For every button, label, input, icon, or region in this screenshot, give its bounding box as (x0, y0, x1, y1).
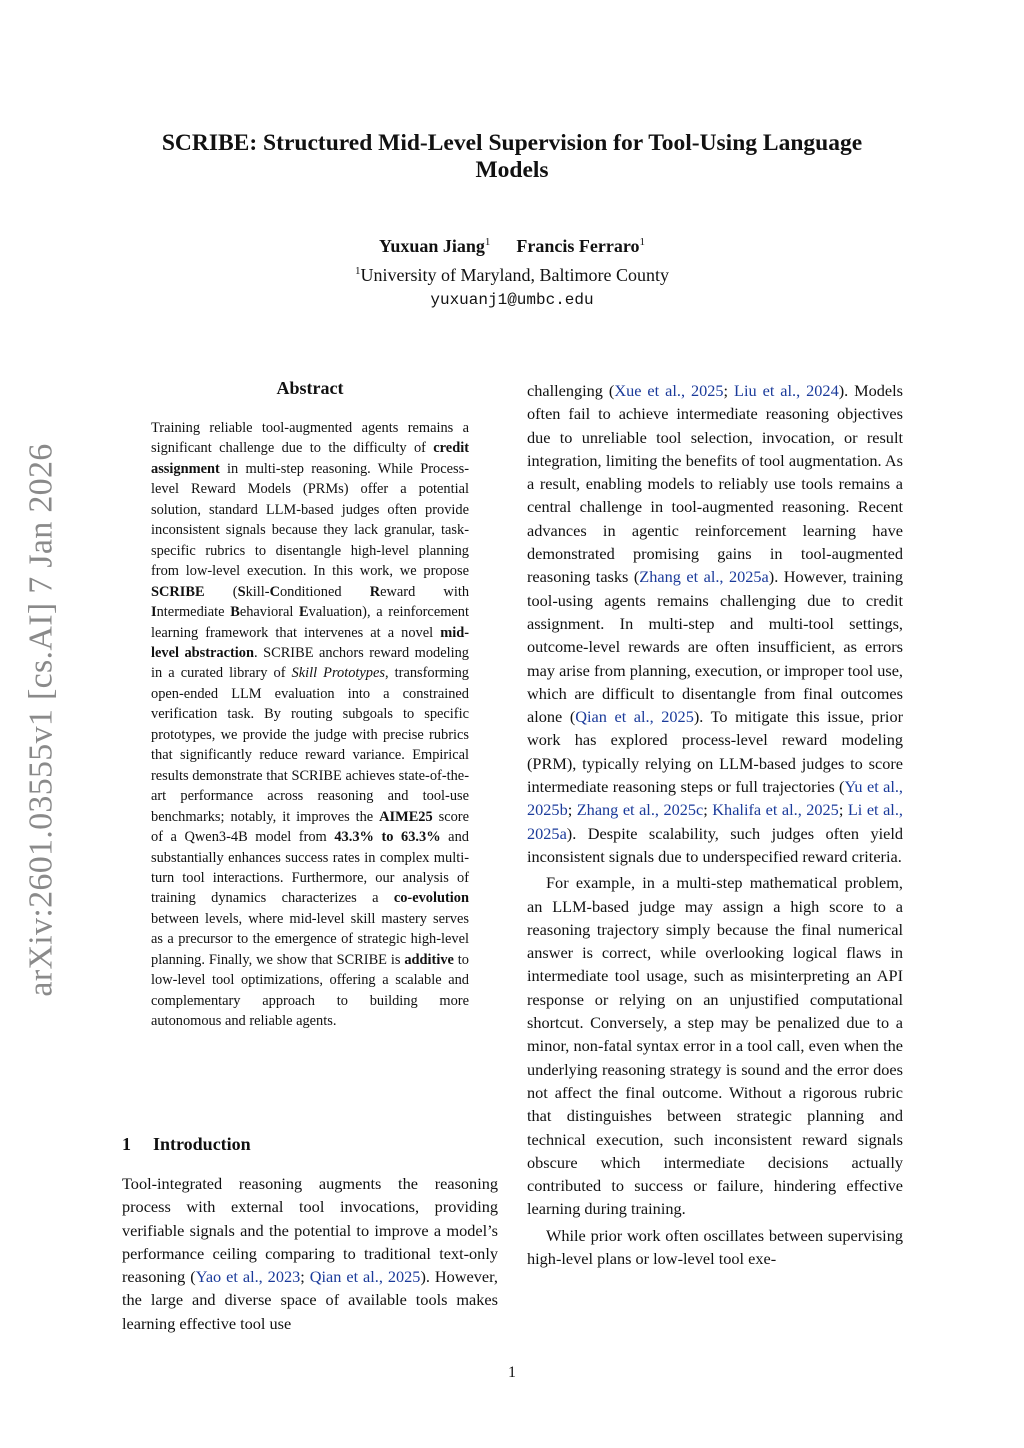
body-text: ; (567, 800, 577, 820)
acronym-letter: E (299, 604, 309, 621)
abstract-text: ehavioral (239, 604, 300, 621)
acronym-letter: R (369, 583, 381, 600)
author-2-affiliation-mark: 1 (639, 236, 645, 248)
affiliation-name: University of Maryland, Baltimore County (360, 265, 669, 285)
abstract-text: and substantially enhances success rates in complex multi-turn tool interactions. Furthermore, our analysis of training dynamics characterizes a (151, 829, 469, 907)
abstract-text: Training reliable tool-augmented agents remains a significant challenge due to the difficulty of (151, 420, 469, 457)
abstract-bold-term: co-evolution (393, 890, 469, 907)
body-text: ; (838, 800, 848, 820)
abstract-text: to low-level tool optimizations, offering a scalable and complementary approach to building more autonomous and reliable agents. (151, 951, 469, 1030)
author-names (120, 230, 904, 259)
citation-link[interactable]: Xue et al., 2025 (614, 381, 724, 400)
abstract-bold-term: SCRIBE (151, 583, 205, 600)
body-text: ). Despite scalability, such judges often yield inconsistent signals due to underspecified reward criteria. (527, 823, 903, 866)
acronym-letter: S (237, 583, 246, 600)
acronym-letter: B (230, 604, 240, 621)
abstract-bold-term: additive (404, 951, 454, 968)
affiliation (120, 259, 904, 288)
introduction-paragraph-1-continued (527, 379, 903, 868)
title-line-1: SCRIBE: Structured Mid-Level Supervision for Tool-Using Language (161, 130, 863, 156)
paper-title (120, 130, 904, 184)
citation-link[interactable]: Li et al., 2025a (527, 800, 903, 843)
section-number: 1 (122, 1134, 131, 1154)
citation-link[interactable]: Zhang et al., 2025a (639, 567, 769, 587)
author-1-affiliation-mark: 1 (484, 236, 491, 248)
body-text: ). Models often fail to achieve intermediate reasoning objectives due to unreliable tool selection, invocation, or result integration, limiting the benefits of tool augmentation. As a result, enabling models to reliably use tools remains a central challenge in tool-augmented reasoning. Recent advances in agentic reinforcement learning have demonstrated promising gains in tool-augmented reasoning tasks ( (527, 381, 904, 587)
introduction-paragraph-3: While prior work often oscillates between supervising high-level plans or low-level tool exe- (527, 1225, 903, 1268)
section-heading-introduction (122, 1134, 251, 1155)
abstract-text: . SCRIBE anchors reward modeling in a curated library of (151, 644, 469, 682)
citation-link[interactable]: Liu et al., 2024 (734, 381, 839, 400)
citation-link[interactable]: Yao et al., 2023 (195, 1267, 301, 1287)
abstract-text: , transforming open-ended LLM evaluation into a constrained verification task. By routing subgoals to specific prototypes, we provide the judge with precise rubrics that significantly reduce reward variance. Empirical results demonstrate that SCRIBE achieves state-of-the-art performance across reasoning and tool-use benchmarks; notably, it improves the (151, 665, 469, 825)
author-name-1: Yuxuan Jiang (378, 236, 485, 256)
abstract-text: ntermediate (156, 604, 231, 621)
citation-link[interactable]: Khalifa et al., 2025 (712, 800, 839, 820)
acronym-letter: C (269, 583, 280, 600)
abstract-text: kill- (245, 583, 270, 600)
body-text: ). However, the large and diverse space of available tools makes learning effective tool use (122, 1267, 498, 1333)
citation-link[interactable]: Yu et al., 2025b (527, 777, 903, 820)
abstract-text: between levels, where mid-level skill mastery serves as a precursor to the emergence of strategic high-level planning. Finally, we show that SCRIBE is (151, 910, 469, 968)
author-block (120, 230, 904, 313)
abstract-heading: Abstract (276, 378, 344, 398)
abstract-italic-term: Skill Prototypes (291, 665, 385, 682)
abstract-text: in multi-step reasoning. While Process-level Reward Models (PRMs) offer a potential solution, standard LLM-based judges often provide inconsistent signals because they lack granular, task-specific rubrics to disentangle high-level planning from low-level execution. In this work, we propose (151, 460, 469, 580)
abstract-bold-term: AIME25 (379, 808, 433, 825)
abstract-text: score of a Qwen3-4B model from (151, 808, 469, 846)
body-text: ). However, training tool-using agents remains challenging due to credit assignment. In multi-step and multi-tool settings, outcome-level rewards are often insufficient, as errors may arise from planning, execution, or improper tool use, which are difficult to disentangle from final outcomes alone ( (527, 567, 904, 727)
citation-link[interactable]: Qian et al., 2025 (575, 707, 694, 727)
abstract-text: onditioned (279, 583, 370, 600)
body-text: Tool-integrated reasoning augments the reasoning process with external tool invocations, providing verifiable signals and the potential to improve a model’s performance ceiling comparing to traditional text-only reasoning ( (122, 1174, 498, 1287)
abstract-text: eward with (380, 583, 470, 600)
arxiv-identifier-text: arXiv:2601.03555v1 [cs.AI] 7 Jan 2026 (23, 443, 60, 997)
abstract-bold-term: 43.3% to 63.3% (334, 829, 441, 846)
affiliation-mark: 1 (355, 265, 361, 277)
section-title: Introduction (153, 1134, 251, 1154)
title-line-2: Models (475, 157, 549, 183)
introduction-paragraph-1 (122, 1172, 498, 1335)
right-column (527, 379, 903, 1270)
arxiv-identifier-stamp (10, 430, 74, 1010)
body-text: challenging ( (527, 381, 615, 400)
introduction-paragraph-2: For example, in a multi-step mathematical problem, an LLM-based judge may assign a high score to a reasoning trajectory simply because the final numerical answer is correct, while overlooking logical flaws in intermediate tool usage, such as misinterpreting an API response or relying on an unjustified computational shortcut. Conversely, a step may be penalized due to a minor, non-fatal syntax error in a tool call, even when the underlying reasoning strategy is sound and the error does not affect the final outcome. Without a rigorous rubric that distinguishes between strategic planning and technical execution, such inconsistent reward signals obscure which intermediate decisions actually contributed to success or failure, hindering effective learning during training. (527, 873, 903, 1219)
citation-link[interactable]: Zhang et al., 2025c (576, 800, 704, 820)
acronym-letter: I (151, 604, 157, 621)
abstract-bold-term: mid-level abstraction (151, 624, 469, 661)
body-text: ). To mitigate this issue, prior work has explored process-level reward modeling (PRM), typically relying on LLM-based judges to score intermediate reasoning steps or full trajectories ( (527, 707, 904, 797)
body-text: ; (723, 381, 735, 400)
abstract-body (151, 418, 469, 1032)
page-number: 1 (508, 1364, 516, 1381)
abstract-bold-term: credit assignment (151, 440, 469, 477)
citation-link[interactable]: Qian et al., 2025 (309, 1267, 421, 1287)
abstract-text: ( (204, 583, 238, 600)
author-name-2: Francis Ferraro (516, 236, 640, 256)
abstract-text: valuation), a reinforcement learning framework that intervenes at a novel (151, 604, 469, 641)
author-email: yuxuanj1@umbc.edu (430, 291, 594, 309)
body-text: ; (300, 1267, 310, 1287)
body-text: ; (703, 800, 713, 820)
